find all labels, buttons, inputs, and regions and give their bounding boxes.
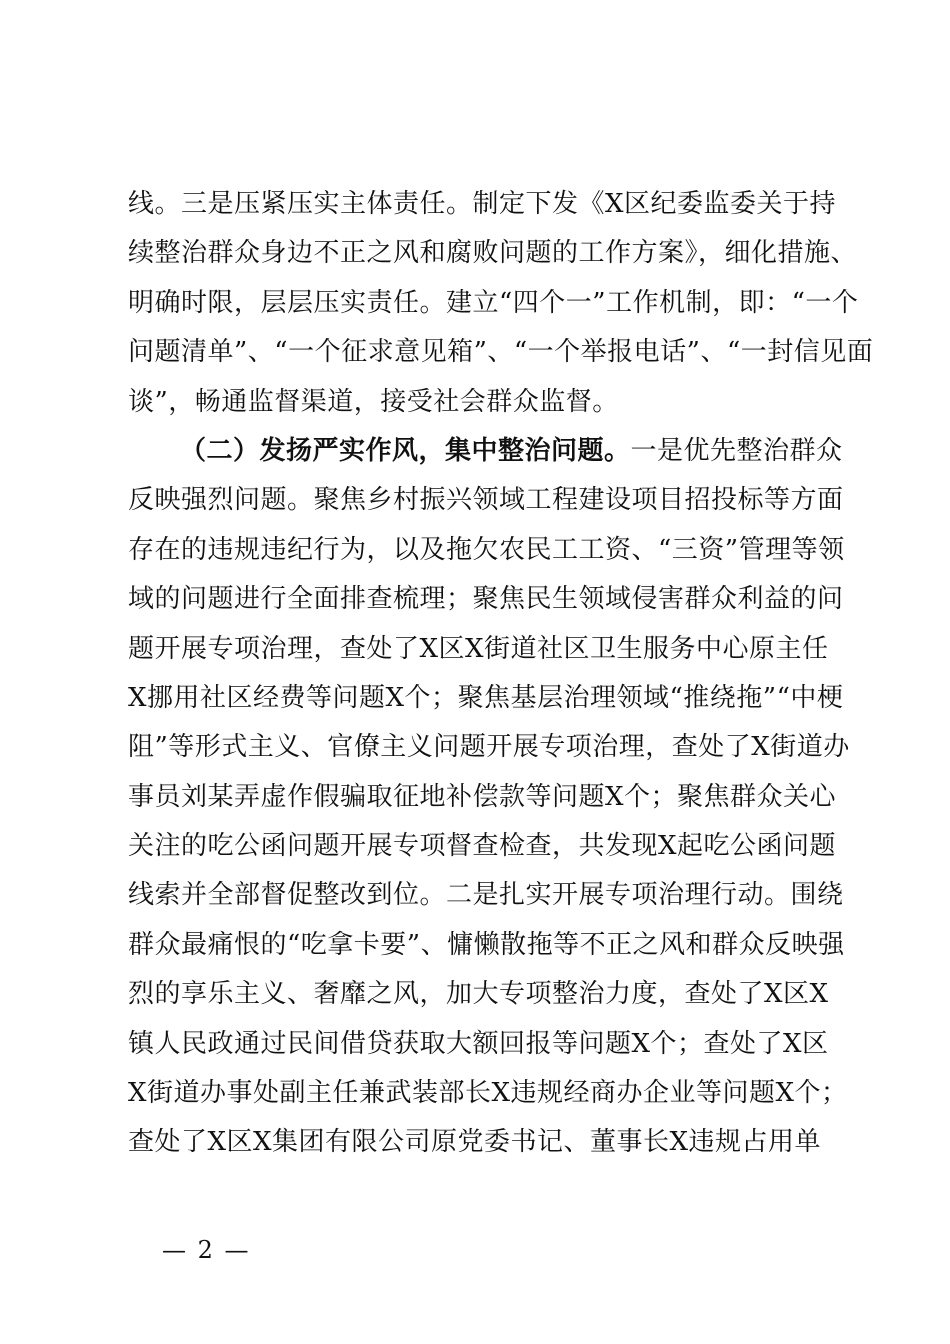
text-line: 关注的吃公函问题开展专项督查检查，共发现X起吃公函问题 <box>128 831 837 862</box>
text-line: 线索并全部督促整改到位。二是扎实开展专项治理行动。围绕 <box>128 880 844 911</box>
text-line: 查处了X区X集团有限公司原党委书记、董事长X违规占用单 <box>128 1127 822 1158</box>
text-line: 阻”等形式主义、官僚主义问题开展专项治理，查处了X街道办 <box>128 732 850 763</box>
text-line: 线。三是压紧压实主体责任。制定下发《X区纪委监委关于持 <box>128 189 837 219</box>
text-line: 事员刘某弄虚作假骗取征地补偿款等问题X个；聚焦群众关心 <box>128 781 837 812</box>
text-line: 明确时限，层层压实责任。建立“四个一”工作机制，即：“一个 <box>128 287 859 318</box>
text-line: 群众最痛恨的“吃拿卡要”、慵懒散拖等不正之风和群众反映强 <box>128 929 845 960</box>
text-line: 镇人民政通过民间借贷获取大额回报等问题X个；查处了X区 <box>128 1028 829 1059</box>
text-line: 问题清单”、“一个征求意见箱”、“一个举报电话”、“一封信见面 <box>128 337 874 368</box>
section-heading-line <box>128 427 844 476</box>
section-heading: （二）发扬严实作风，集中整治问题。 <box>180 435 631 466</box>
text-line: 反映强烈问题。聚焦乡村振兴领域工程建设项目招投标等方面 <box>128 485 844 516</box>
text-line: X街道办事处副主任兼武装部长X违规经商办企业等问题X个； <box>128 1078 848 1109</box>
page-number: — 2 — <box>162 1236 251 1264</box>
text-line: X挪用社区经费等问题X个；聚焦基层治理领域“推绕拖”“中梗 <box>128 682 844 713</box>
text-line: 续整治群众身边不正之风和腐败问题的工作方案》，细化措施、 <box>128 238 858 269</box>
text-line: 存在的违规违纪行为，以及拖欠农民工工资、“三资”管理等领 <box>128 534 845 565</box>
section-heading-continuation: 一是优先整治群众 <box>630 435 843 466</box>
text-line: 题开展专项治理，查处了X区X街道社区卫生服务中心原主任 <box>128 633 829 664</box>
body-text <box>128 180 874 1168</box>
text-line: 域的问题进行全面排查梳理；聚焦民生领域侵害群众利益的问 <box>128 584 844 615</box>
text-line: 烈的享乐主义、奢靡之风，加大专项整治力度，查处了X区X <box>128 979 829 1010</box>
text-line: 谈”，畅通监督渠道，接受社会群众监督。 <box>128 386 619 417</box>
